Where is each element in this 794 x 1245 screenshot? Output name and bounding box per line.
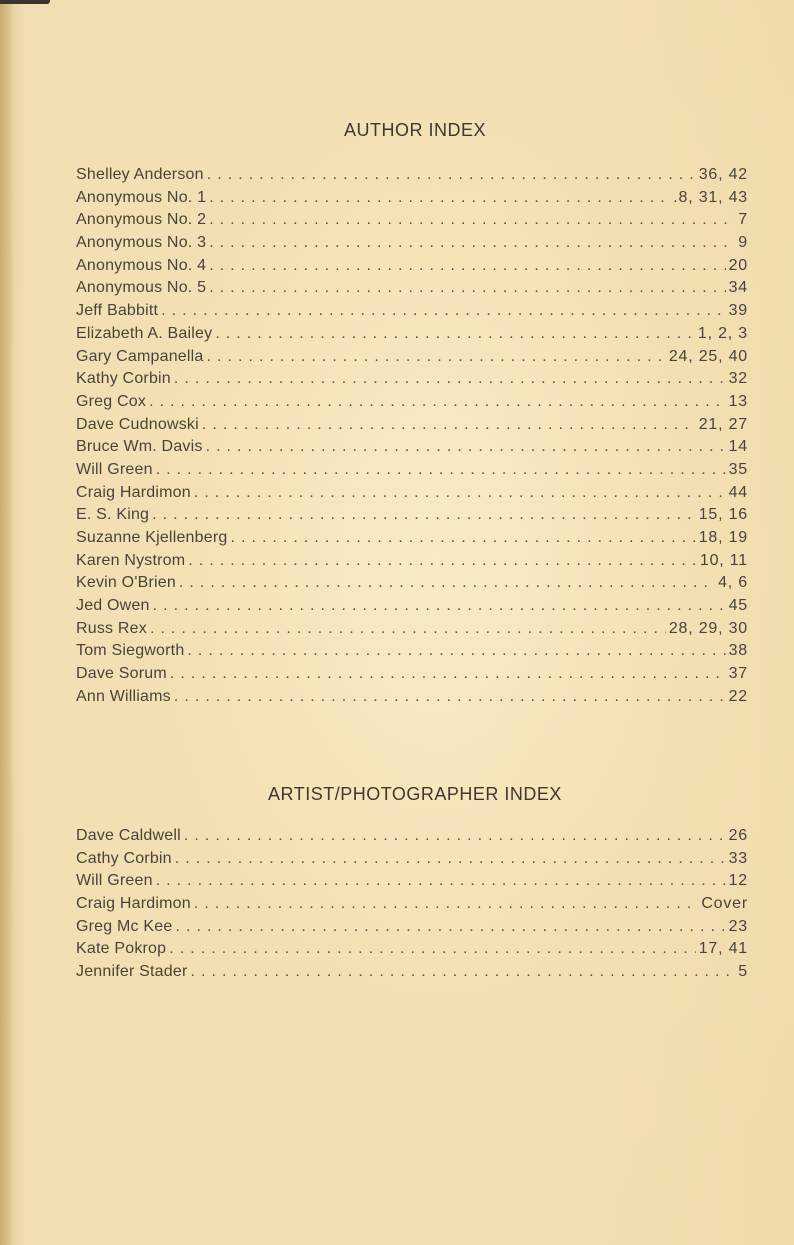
entry-name: Will Green	[76, 460, 153, 478]
entry-pages: 34	[728, 279, 748, 297]
dot-leader	[170, 665, 726, 683]
entry-name: Karen Nystrom	[76, 551, 186, 569]
entry-pages: 5	[738, 963, 748, 981]
entry-name: Dave Caldwell	[76, 827, 181, 844]
entry-pages: 1, 2, 3	[697, 324, 748, 342]
entry-name: Ann Williams	[76, 687, 171, 705]
entry-pages: 13	[728, 392, 748, 410]
dot-leader	[174, 370, 726, 388]
entry-pages: 45	[728, 597, 748, 615]
entry-name: Elizabeth A. Bailey	[76, 324, 213, 342]
dot-leader	[209, 279, 725, 297]
dot-leader	[150, 620, 666, 638]
author-entry	[76, 461, 748, 484]
dot-leader	[153, 597, 726, 615]
entry-name: Shelley Anderson	[76, 166, 204, 183]
author-entry	[76, 552, 748, 575]
entry-pages: 21, 27	[698, 415, 748, 433]
entry-pages: 12	[728, 872, 748, 890]
dot-leader	[206, 438, 726, 456]
dot-leader	[209, 234, 735, 252]
entry-pages: 4, 6	[718, 574, 748, 592]
author-entry	[76, 393, 748, 416]
entry-pages: 23	[728, 917, 748, 935]
entry-pages: 18, 19	[698, 529, 748, 546]
entry-pages: 15, 16	[698, 506, 748, 524]
author-entry	[76, 302, 748, 325]
entry-pages: 9	[738, 234, 748, 252]
dot-leader	[174, 688, 726, 706]
dot-leader	[194, 895, 698, 913]
entry-name: Anonymous No. 4	[76, 256, 207, 274]
entry-pages: 39	[728, 302, 748, 320]
entry-name: Suzanne Kjellenberg	[76, 529, 228, 546]
entry-name: Jennifer Stader	[76, 963, 188, 981]
artist-entry	[76, 895, 748, 918]
author-entry	[76, 257, 748, 280]
author-entry	[76, 642, 748, 665]
author-entry	[76, 688, 748, 711]
author-entry	[76, 325, 748, 348]
dot-leader	[209, 257, 725, 275]
entry-pages: 28, 29, 30	[668, 619, 748, 637]
entry-name: Kate Pokrop	[76, 940, 167, 958]
author-index-title: AUTHOR INDEX	[343, 120, 486, 140]
dot-leader	[175, 850, 726, 868]
dot-leader	[184, 827, 726, 845]
dot-leader	[209, 189, 670, 207]
author-entry	[76, 574, 748, 597]
entry-pages: 44	[728, 483, 748, 501]
entry-name: Russ Rex	[76, 619, 147, 637]
author-entry	[76, 529, 748, 552]
entry-name: Bruce Wm. Davis	[76, 438, 203, 456]
entry-name: Anonymous No. 1	[76, 188, 207, 206]
author-entry	[76, 416, 748, 439]
entry-pages: 26	[728, 827, 748, 844]
author-entry	[76, 665, 748, 688]
entry-name: Dave Sorum	[76, 665, 167, 683]
author-entry	[76, 348, 748, 371]
dot-leader	[156, 461, 726, 479]
entry-pages: 14	[728, 438, 748, 456]
entry-pages: 36, 42	[698, 166, 748, 183]
entry-name: Kevin O'Brien	[76, 574, 176, 592]
dot-leader	[152, 506, 696, 524]
author-entry	[76, 597, 748, 620]
entry-name: Greg Cox	[76, 392, 147, 410]
artist-index-title: ARTIST/PHOTOGRAPHER INDEX	[268, 784, 562, 804]
artist-entry	[76, 872, 748, 895]
entry-pages: 37	[728, 665, 748, 683]
entry-name: Tom Siegworth	[76, 642, 185, 660]
author-entry	[76, 438, 748, 461]
entry-name: Anonymous No. 3	[76, 234, 207, 252]
dot-leader	[202, 416, 696, 434]
author-entry	[76, 211, 748, 234]
artist-index-list	[76, 827, 748, 986]
dot-leader	[230, 529, 695, 547]
entry-name: Craig Hardimon	[76, 483, 191, 501]
entry-pages: 24, 25, 40	[668, 347, 748, 365]
author-entry	[76, 370, 748, 393]
dot-leader	[187, 642, 725, 660]
entry-pages: 38	[728, 642, 748, 660]
entry-pages: 22	[728, 687, 748, 705]
entry-pages: 33	[728, 849, 748, 867]
dot-leader	[188, 552, 697, 570]
artist-entry	[76, 850, 748, 873]
author-entry	[76, 189, 748, 212]
artist-entry	[76, 940, 748, 963]
dot-leader	[161, 302, 725, 320]
dot-leader	[209, 211, 735, 229]
entry-pages: .8, 31, 43	[673, 188, 748, 206]
entry-name: Greg Mc Kee	[76, 917, 173, 935]
entry-name: Gary Campanella	[76, 347, 204, 365]
entry-pages: 32	[728, 370, 748, 388]
artist-entry	[76, 827, 748, 850]
dot-leader	[169, 940, 695, 958]
artist-entry	[76, 918, 748, 941]
entry-pages: 17, 41	[698, 940, 748, 958]
dot-leader	[207, 348, 666, 366]
author-entry	[76, 620, 748, 643]
entry-pages: 7	[738, 211, 748, 229]
dot-leader	[207, 166, 696, 184]
author-entry	[76, 234, 748, 257]
dot-leader	[175, 918, 725, 936]
page-binding-edge	[0, 0, 14, 1245]
corner-mark	[0, 0, 50, 4]
entry-name: Will Green	[76, 872, 153, 890]
entry-name: Kathy Corbin	[76, 370, 171, 388]
dot-leader	[191, 963, 736, 981]
dot-leader	[179, 574, 715, 592]
dot-leader	[149, 393, 726, 411]
author-entry	[76, 484, 748, 507]
entry-name: Jeff Babbitt	[76, 302, 159, 320]
entry-name: Craig Hardimon	[76, 895, 191, 913]
entry-name: Anonymous No. 2	[76, 211, 207, 229]
entry-pages: 20	[728, 256, 748, 274]
entry-name: Anonymous No. 5	[76, 279, 207, 297]
artist-entry	[76, 963, 748, 986]
entry-pages: 35	[728, 460, 748, 478]
author-entry	[76, 506, 748, 529]
entry-name: E. S. King	[76, 506, 150, 524]
entry-name: Dave Cudnowski	[76, 415, 199, 433]
entry-pages: 10, 11	[699, 551, 748, 569]
author-index-list	[76, 166, 748, 711]
dot-leader	[156, 872, 726, 890]
entry-name: Cathy Corbin	[76, 849, 172, 867]
entry-name: Jed Owen	[76, 597, 150, 615]
entry-pages: Cover	[701, 895, 748, 913]
dot-leader	[215, 325, 695, 343]
author-entry	[76, 166, 748, 189]
dot-leader	[194, 484, 726, 502]
author-entry	[76, 279, 748, 302]
